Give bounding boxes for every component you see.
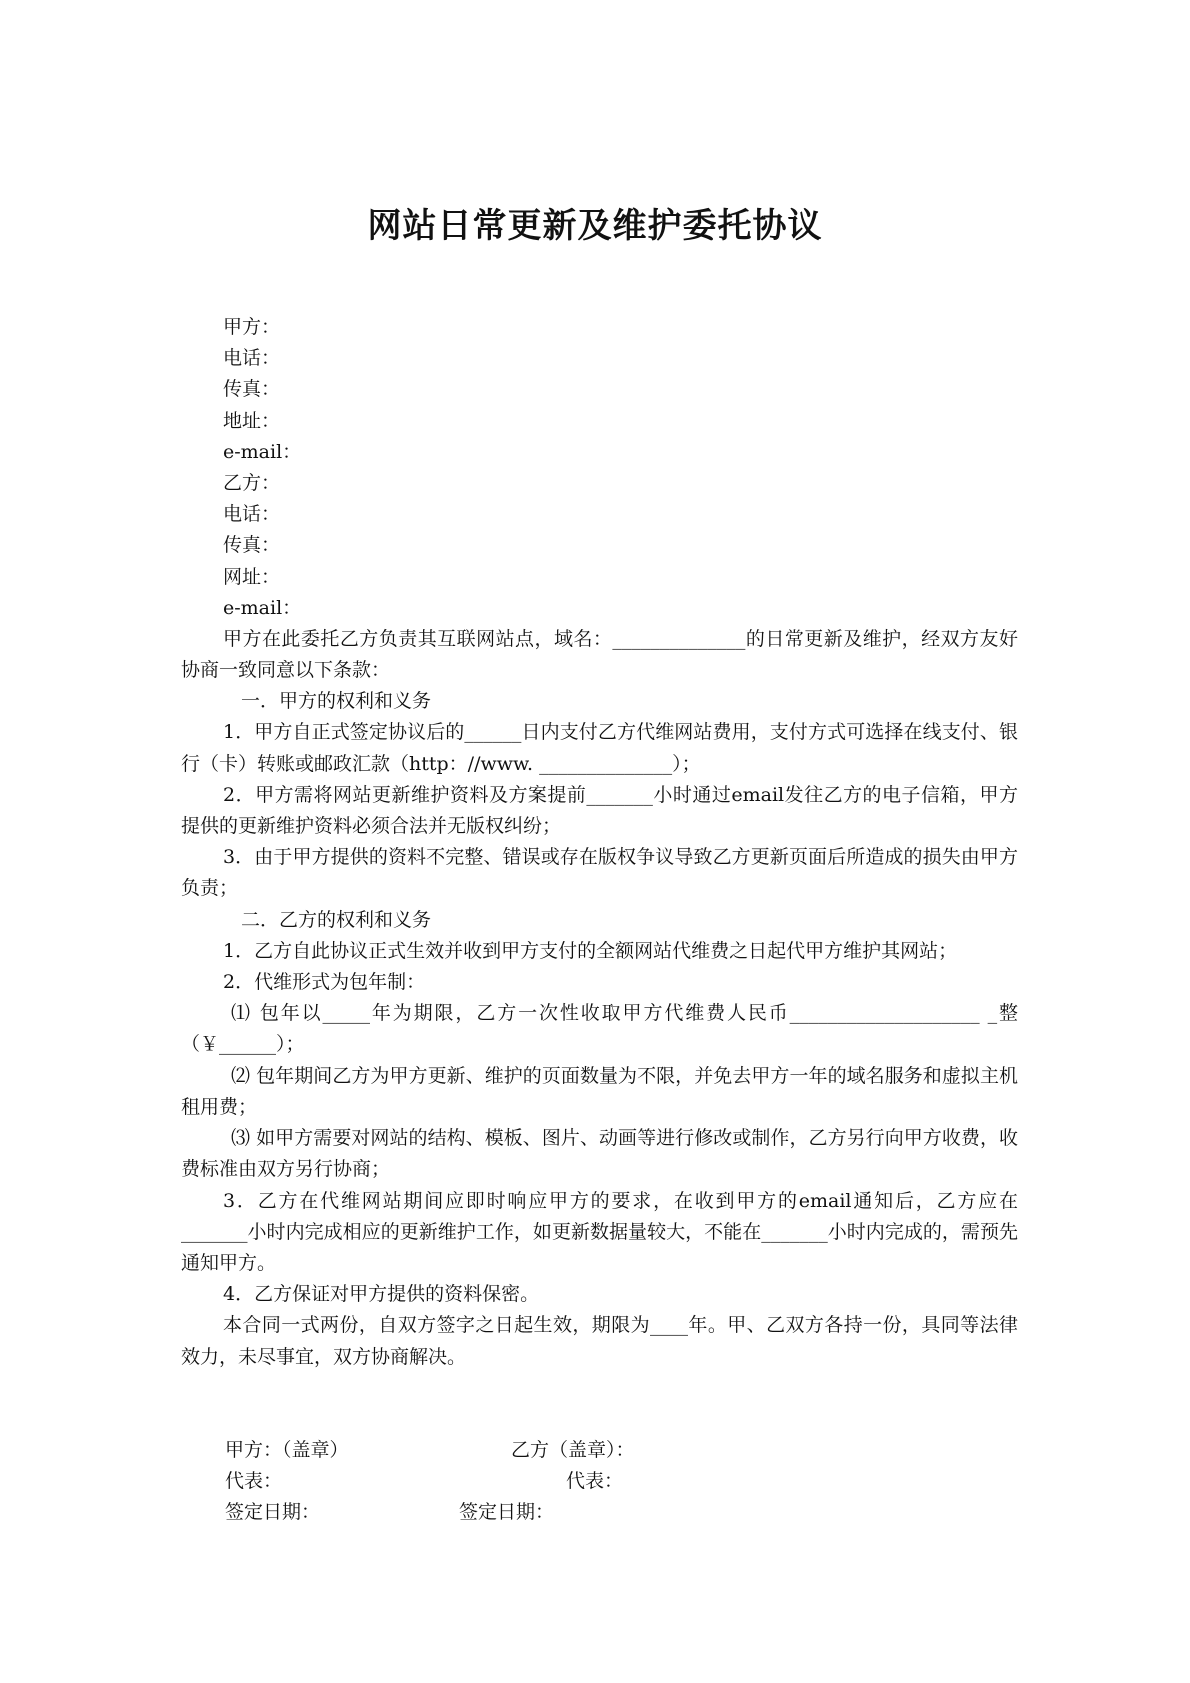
section2-sub-item-1: ⑴ 包年以_____年为期限，乙方一次性收取甲方代维费人民币____________________ _整（￥______）；: [181, 1002, 1018, 1056]
party-a-fax: 传真：: [223, 378, 281, 401]
party-a-phone: 电话：: [223, 347, 281, 370]
section1-item-1: 1．甲方自正式签定协议后的______日内支付乙方代维网站费用，支付方式可选择在线支付、银行（卡）转账或邮政汇款（http：//www. ______________）；: [181, 721, 1018, 775]
party-b-block: [181, 468, 1018, 624]
party-a-seal-label: 甲方：（盖章）: [225, 1438, 349, 1461]
document-body: [181, 312, 1018, 1528]
section2-item-2: 2．代维形式为包年制：: [223, 971, 426, 994]
section1-heading: 一．甲方的权利和义务: [241, 690, 432, 713]
party-a-label: 甲方：: [223, 316, 281, 338]
party-b-date-label: 签定日期：: [459, 1501, 555, 1524]
party-b-email: e-mail：: [223, 596, 302, 619]
section1-item-2: 2．甲方需将网站更新维护资料及方案提前_______小时通过email发往乙方的电子信箱，甲方提供的更新维护资料必须合法并无版权纠纷；: [181, 783, 1018, 838]
party-a-block: [181, 312, 1018, 468]
section2-sub-item-3: ⑶ 如甲方需要对网站的结构、模板、图片、动画等进行修改或制作，乙方另行向甲方收费，收费标准由双方另行协商；: [181, 1127, 1018, 1181]
section1-item-3: 3．由于甲方提供的资料不完整、错误或存在版权争议导致乙方更新页面后所造成的损失由甲方负责；: [181, 846, 1018, 900]
section2-item-1: 1．乙方自此协议正式生效并收到甲方支付的全额网站代维费之日起代甲方维护其网站；: [223, 939, 958, 962]
spacer: [181, 1373, 1018, 1435]
signature-row-date: [181, 1497, 1018, 1528]
signature-row-representative: [181, 1466, 1018, 1497]
party-b-representative-label: 代表：: [566, 1469, 624, 1492]
closing-paragraph: 本合同一式两份，自双方签字之日起生效，期限为____年。甲、乙双方各持一份，具同等法律效力，未尽事宜，双方协商解决。: [181, 1314, 1018, 1368]
party-b-phone: 电话：: [223, 503, 281, 526]
section2-heading: 二．乙方的权利和义务: [241, 908, 432, 931]
signature-row-seal: [181, 1435, 1018, 1466]
party-a-address: 地址：: [223, 409, 281, 432]
party-a-date-label: 签定日期：: [225, 1501, 321, 1524]
document-title: 网站日常更新及维护委托协议: [367, 206, 823, 246]
party-a-email: e-mail：: [223, 440, 302, 463]
section2-item-4: 4．乙方保证对甲方提供的资料保密。: [223, 1283, 540, 1306]
party-b-fax: 传真：: [223, 534, 281, 557]
party-b-seal-label: 乙方（盖章）：: [511, 1438, 635, 1461]
section2-item-3: 3．乙方在代维网站期间应即时响应甲方的要求，在收到甲方的email通知后，乙方应在_______小时内完成相应的更新维护工作，如更新数据量较大，不能在_______小时内完成的，需预先通知甲方。: [181, 1189, 1018, 1274]
party-b-website: 网址：: [223, 565, 281, 588]
party-b-label: 乙方：: [223, 471, 281, 494]
section2-sub-item-2: ⑵ 包年期间乙方为甲方更新、维护的页面数量为不限，并免去甲方一年的域名服务和虚拟主机租用费；: [181, 1064, 1018, 1118]
intro-paragraph: 甲方在此委托乙方负责其互联网站点，域名：______________的日常更新及维护，经双方友好协商一致同意以下条款：: [181, 627, 1018, 682]
party-a-representative-label: 代表：: [225, 1469, 283, 1492]
